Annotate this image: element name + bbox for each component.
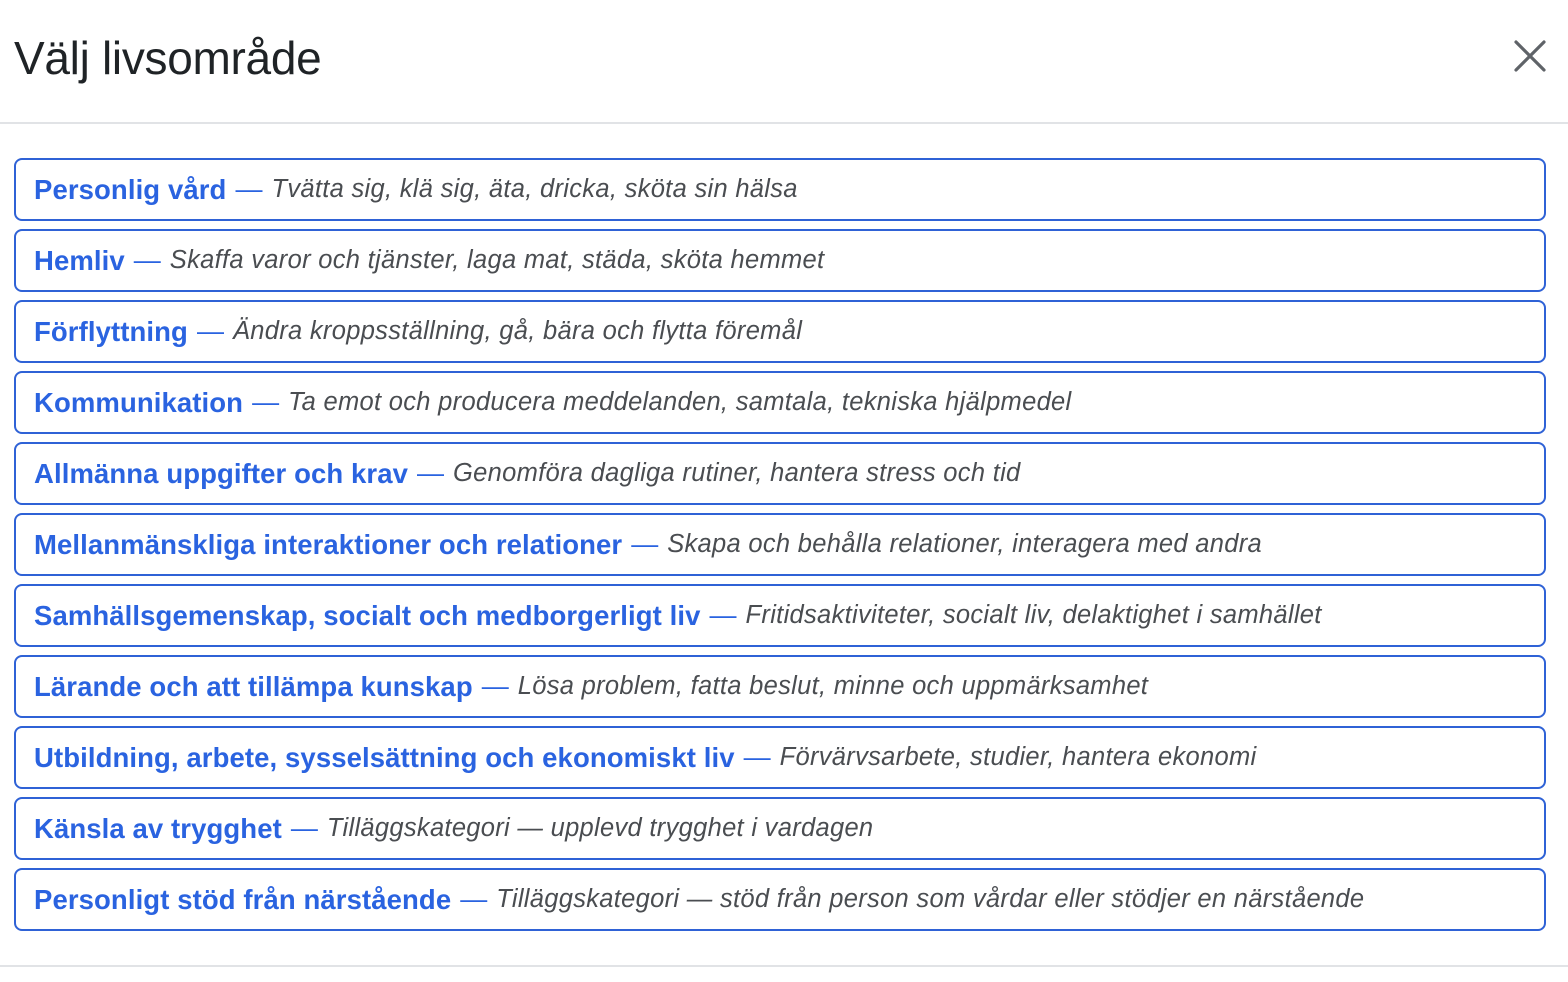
life-area-option-title: Kommunikation [34, 386, 244, 418]
life-area-option-title: Personligt stöd från närstående [34, 883, 452, 915]
option-separator: — [133, 245, 161, 275]
life-area-option[interactable] [14, 513, 1546, 576]
dialog-title: Välj livsområde [14, 32, 322, 84]
life-area-option[interactable] [14, 726, 1546, 789]
life-area-option-description: Skaffa varor och tjänster, laga mat, städa, sköta hemmet [169, 246, 825, 274]
life-area-option-title: Utbildning, arbete, sysselsättning och ekonomiskt liv [34, 741, 735, 773]
life-area-option-description: Genomföra dagliga rutiner, hantera stress och tid [453, 459, 1021, 487]
life-area-option-title: Förflyttning [34, 315, 188, 347]
option-separator: — [709, 600, 737, 630]
dialog-header [0, 0, 1568, 124]
close-icon [1510, 36, 1550, 76]
option-separator: — [743, 742, 771, 772]
option-separator: — [235, 174, 263, 204]
option-separator: — [417, 458, 445, 488]
option-separator: — [481, 671, 509, 701]
life-area-option-description: Ändra kroppsställning, gå, bära och flytta föremål [232, 317, 803, 345]
life-area-option[interactable] [14, 868, 1546, 931]
life-area-option-description: Lösa problem, fatta beslut, minne och uppmärksamhet [517, 672, 1149, 700]
life-area-option-title: Samhällsgemenskap, socialt och medborgerligt liv [34, 599, 701, 631]
life-area-option-description: Ta emot och producera meddelanden, samtala, tekniska hjälpmedel [288, 388, 1072, 416]
life-area-option-title: Mellanmänskliga interaktioner och relationer [34, 528, 623, 560]
life-area-option-description: Tilläggskategori — stöd från person som vårdar eller stödjer en närstående [496, 885, 1365, 913]
life-area-option-description: Fritidsaktiviteter, socialt liv, delaktighet i samhället [745, 601, 1322, 629]
life-area-list [14, 158, 1546, 931]
option-separator: — [196, 316, 224, 346]
option-separator: — [460, 884, 488, 914]
life-area-option[interactable] [14, 300, 1546, 363]
life-area-option-title: Lärande och att tillämpa kunskap [34, 670, 473, 702]
option-separator: — [290, 813, 318, 843]
life-area-option-description: Skapa och behålla relationer, interagera med andra [667, 530, 1262, 558]
life-area-option-description: Förvärvsarbete, studier, hantera ekonomi [779, 743, 1257, 771]
dialog-body [0, 124, 1568, 931]
life-area-option[interactable] [14, 371, 1546, 434]
life-area-option-title: Hemliv [34, 244, 125, 276]
life-area-option-description: Tilläggskategori — upplevd trygghet i vardagen [326, 814, 874, 842]
option-separator: — [252, 387, 280, 417]
life-area-option[interactable] [14, 584, 1546, 647]
life-area-option[interactable] [14, 442, 1546, 505]
life-area-option-title: Allmänna uppgifter och krav [34, 457, 409, 489]
life-area-option-title: Känsla av trygghet [34, 812, 282, 844]
dialog-footer-divider [0, 965, 1568, 982]
life-area-option-description: Tvätta sig, klä sig, äta, dricka, sköta sin hälsa [271, 175, 798, 203]
life-area-option[interactable] [14, 655, 1546, 718]
life-area-option[interactable] [14, 158, 1546, 221]
close-button[interactable] [1510, 36, 1550, 76]
life-area-option-title: Personlig vård [34, 173, 227, 205]
life-area-option[interactable] [14, 797, 1546, 860]
option-separator: — [631, 529, 659, 559]
life-area-option[interactable] [14, 229, 1546, 292]
